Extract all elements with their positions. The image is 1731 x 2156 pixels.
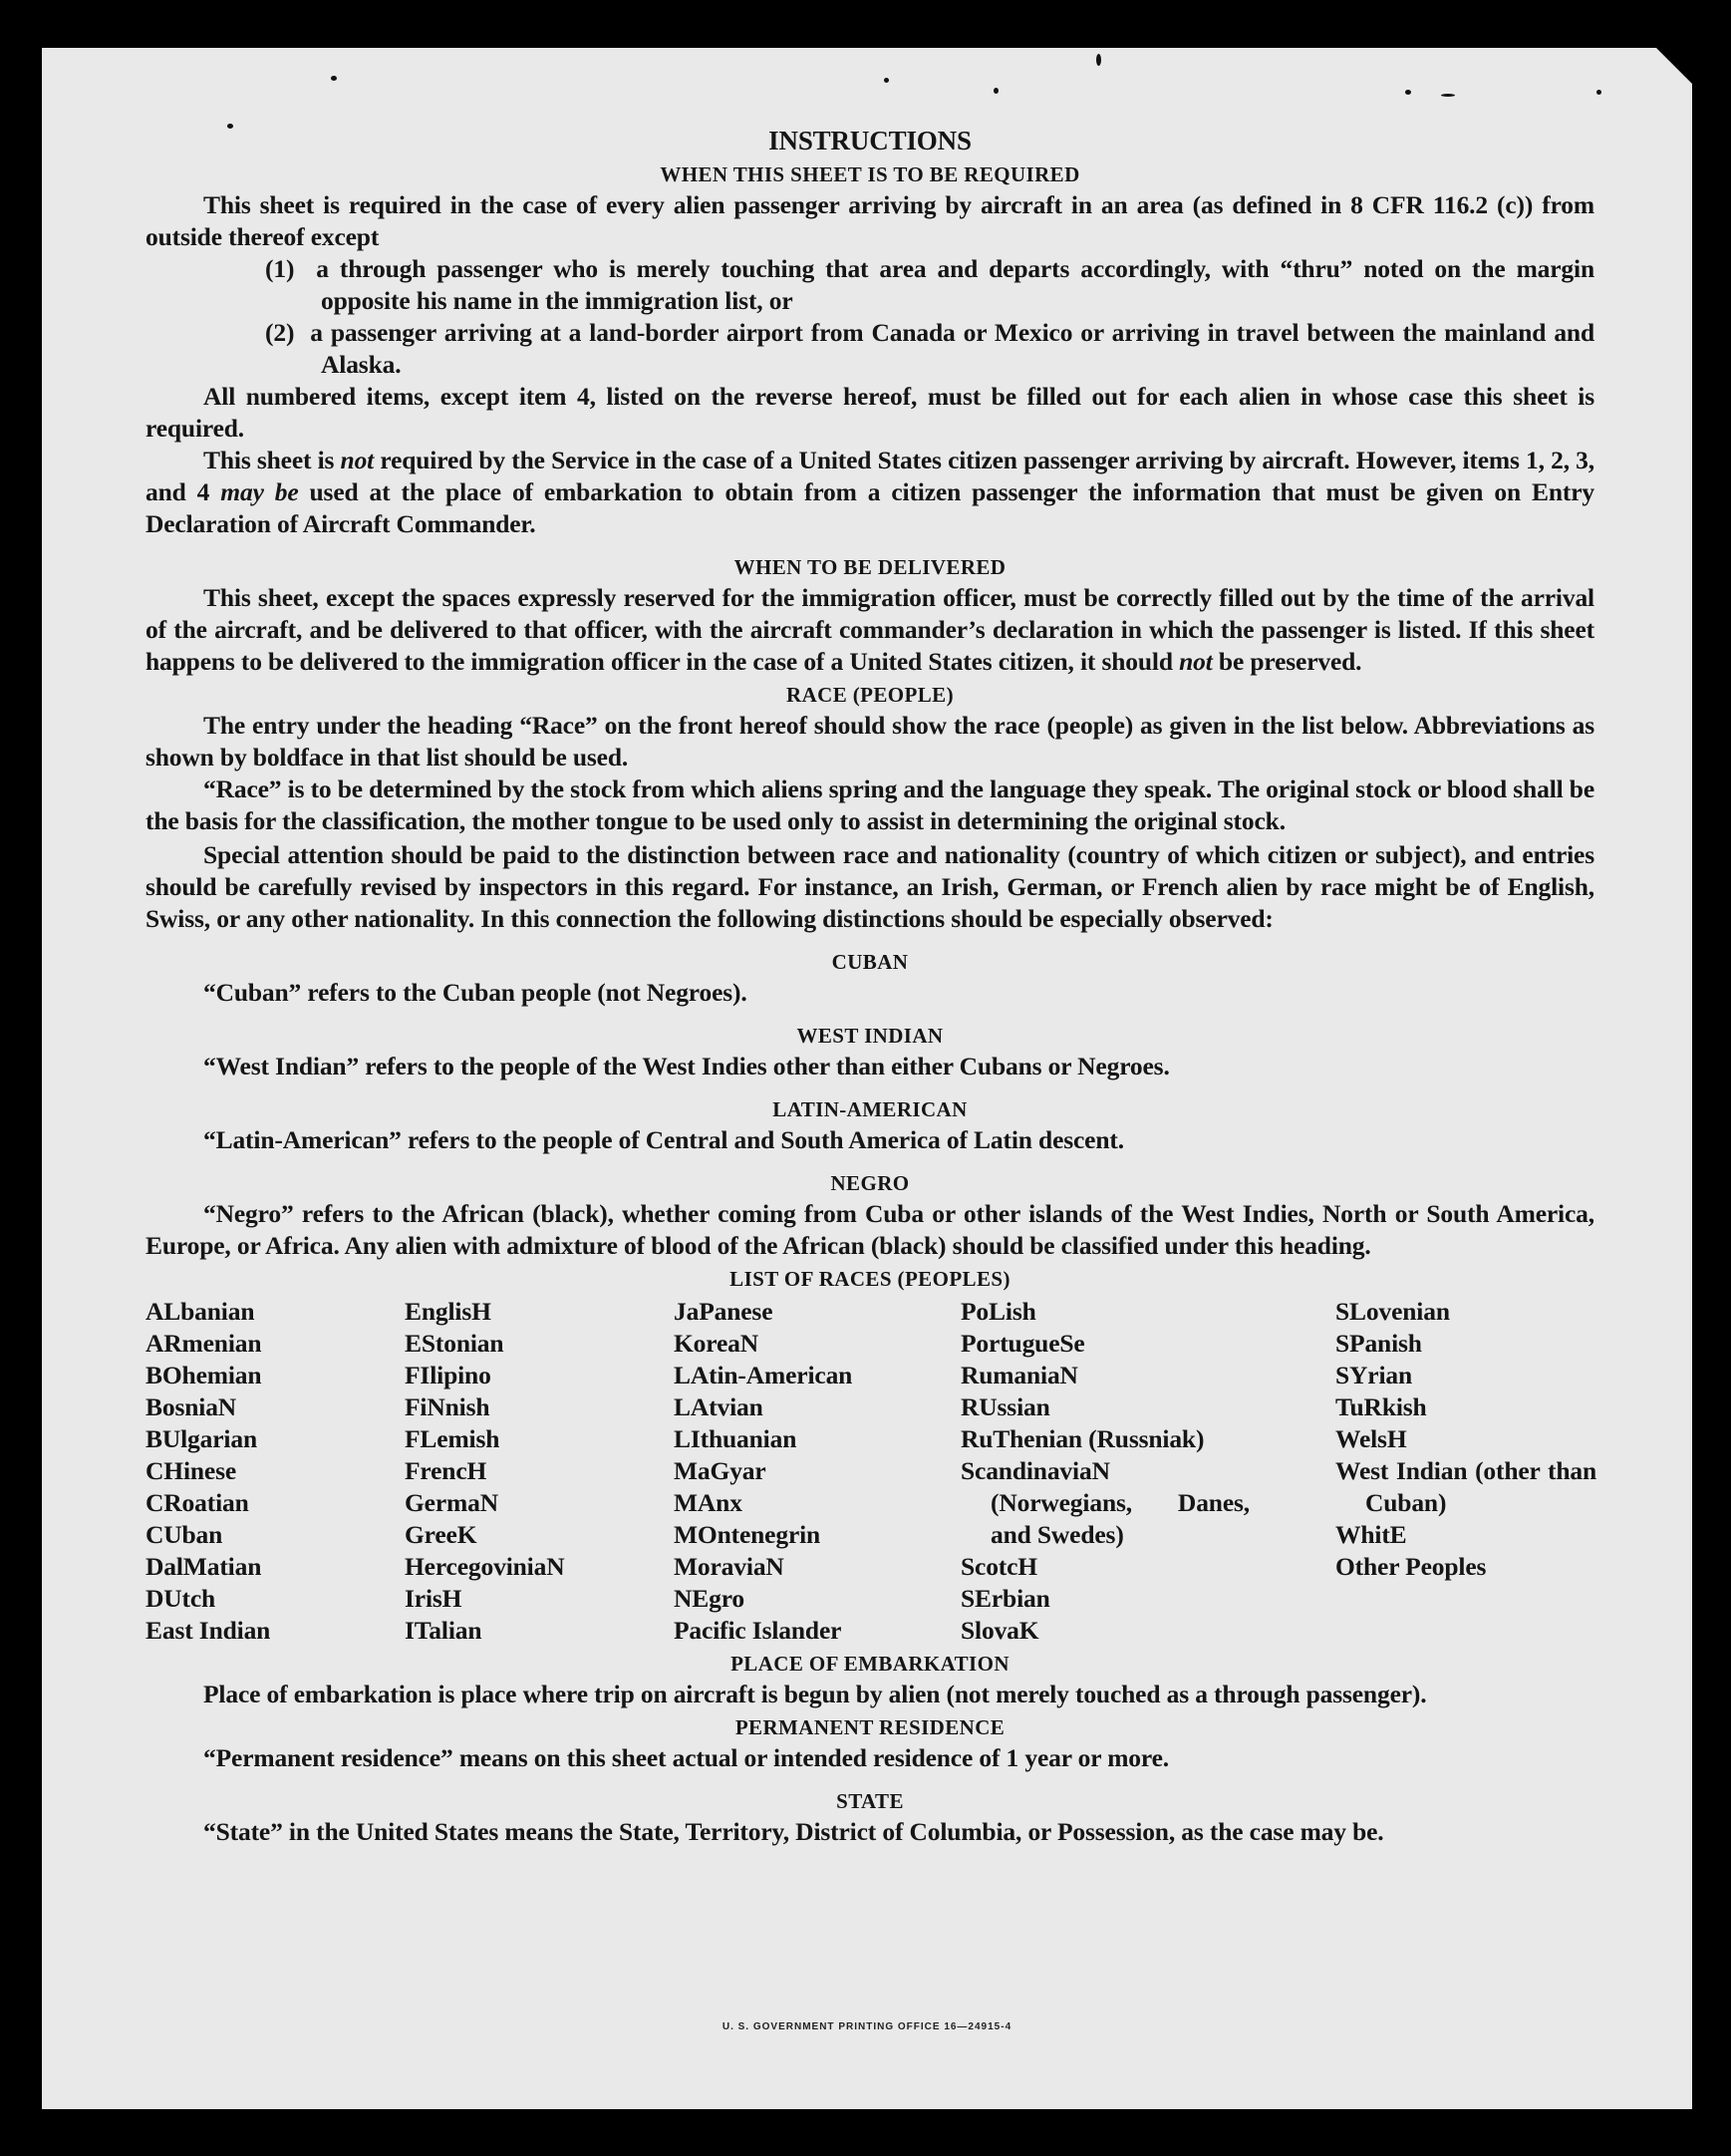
section-heading-race: RACE (PEOPLE) — [786, 683, 954, 707]
paragraph: Place of embarkation is place where trip on aircraft is begun by alien (not merely touched as a through passenger). — [203, 1680, 1427, 1708]
list-item: MAnx — [674, 1488, 742, 1517]
list-item: MoraviaN — [674, 1552, 784, 1581]
list-item: EStonian — [405, 1329, 504, 1358]
list-item: TuRkish — [1335, 1392, 1427, 1421]
list-item: LIthuanian — [674, 1424, 797, 1453]
scan-speck — [884, 78, 889, 83]
list-item: RuThenian (Russniak) — [961, 1424, 1205, 1453]
list-item: ALbanian — [145, 1297, 255, 1326]
instructions-body — [145, 124, 1594, 1848]
list-item: MOntenegrin — [674, 1520, 821, 1549]
race-column-1 — [145, 1296, 385, 1647]
section-heading-list-of-races: LIST OF RACES (PEOPLES) — [729, 1267, 1010, 1291]
list-item: (1) a through passenger who is merely touching that area and departs accordingly, with “thru” noted on the margin opposite his name in the immigration list, or — [265, 254, 1594, 315]
folded-corner — [1656, 48, 1692, 84]
list-item: PortugueSe — [961, 1329, 1085, 1358]
paragraph: “Permanent residence” means on this sheet actual or intended residence of 1 year or more. — [203, 1743, 1169, 1772]
list-item: ARmenian — [145, 1329, 262, 1358]
list-item: FIlipino — [405, 1361, 491, 1389]
section-heading-cuban: CUBAN — [831, 950, 909, 974]
list-item: DUtch — [145, 1584, 216, 1613]
list-item: CRoatian — [145, 1488, 249, 1517]
paragraph: This sheet, except the spaces expressly reserved for the immigration officer, must be correctly filled out by the time of the arrival of the aircraft, and be delivered to that officer, with the aircraft commander’s declaration in which the passenger is listed. If this sheet happens to be delivered to the immigration officer in the case of a United States citizen, it should not be preserved. — [145, 583, 1594, 676]
race-column-3 — [674, 1296, 943, 1647]
list-item: SPanish — [1335, 1329, 1422, 1358]
section-heading-delivered: WHEN TO BE DELIVERED — [733, 555, 1007, 579]
list-item: FrencH — [405, 1456, 487, 1485]
paragraph: “State” in the United States means the State, Territory, District of Columbia, or Possession, as the case may be. — [203, 1817, 1384, 1846]
list-item: ScandinaviaN (Norwegians, Danes, and Swedes) — [961, 1456, 1250, 1549]
list-item: MaGyar — [674, 1456, 766, 1485]
page-title: INSTRUCTIONS — [768, 126, 972, 155]
list-item: (2) a passenger arriving at a land-border airport from Canada or Mexico or arriving in travel between the mainland and Alaska. — [265, 318, 1594, 379]
list-item: WelsH — [1335, 1424, 1407, 1453]
paragraph: “West Indian” refers to the people of the West Indies other than either Cubans or Negroes. — [203, 1052, 1170, 1080]
list-item: NEgro — [674, 1584, 745, 1613]
list-item: SYrian — [1335, 1361, 1413, 1389]
section-heading-required: WHEN THIS SHEET IS TO BE REQUIRED — [660, 162, 1080, 186]
section-heading-west-indian: WEST INDIAN — [796, 1024, 944, 1048]
list-item: ScotcH — [961, 1552, 1037, 1581]
paragraph: “Cuban” refers to the Cuban people (not Negroes). — [203, 978, 747, 1007]
list-item: HercegoviniaN — [405, 1552, 565, 1581]
scan-speck — [331, 76, 337, 81]
list-item: Other Peoples — [1335, 1552, 1487, 1581]
list-item: SLovenian — [1335, 1297, 1450, 1326]
scan-speck — [1096, 54, 1101, 66]
list-item: CUban — [145, 1520, 223, 1549]
race-column-2 — [405, 1296, 664, 1647]
list-item: East Indian — [145, 1616, 271, 1645]
list-item: EnglisH — [405, 1297, 491, 1326]
list-item: LAtin-American — [674, 1361, 853, 1389]
list-item: FiNnish — [405, 1392, 490, 1421]
list-item: BOhemian — [145, 1361, 262, 1389]
list-item: LAtvian — [674, 1392, 763, 1421]
section-heading-negro: NEGRO — [830, 1171, 910, 1195]
section-heading-state: STATE — [836, 1789, 904, 1813]
scan-speck — [1441, 94, 1455, 97]
list-item: RUssian — [961, 1392, 1050, 1421]
document-page — [42, 48, 1692, 2109]
list-item: Pacific Islander — [674, 1616, 842, 1645]
list-item: GermaN — [405, 1488, 498, 1517]
section-heading-latin-american: LATIN-AMERICAN — [772, 1097, 968, 1121]
section-heading-residence: PERMANENT RESIDENCE — [734, 1715, 1006, 1739]
list-item: BUlgarian — [145, 1424, 257, 1453]
list-item: PoLish — [961, 1297, 1036, 1326]
scan-speck — [1405, 90, 1411, 95]
paragraph: Special attention should be paid to the distinction between race and nationality (country of which citizen or subject), and entries should be carefully revised by inspectors in this regard. For instance, an Irish, German, or French alien by race might be of English, Swiss, or any other nationality. In this connection the following distinctions should be especially observed: — [145, 840, 1594, 933]
scan-speck — [1596, 90, 1601, 95]
list-item: RumaniaN — [961, 1361, 1078, 1389]
race-column-4 — [961, 1296, 1260, 1647]
list-item: West Indian (other than Cuban) — [1335, 1456, 1596, 1517]
list-item: SlovaK — [961, 1616, 1039, 1645]
list-item: ITalian — [405, 1616, 482, 1645]
paragraph: “Race” is to be determined by the stock from which aliens spring and the language they speak. The original stock or blood shall be the basis for the classification, the mother tongue to be used only to assist in determining the original stock. — [145, 774, 1594, 835]
paragraph: This sheet is not required by the Service in the case of a United States citizen passenger arriving by aircraft. However, items 1, 2, 3, and 4 may be used at the place of embarkation to obtain from a citizen passenger the information that must be given on Entry Declaration of Aircraft Commander. — [145, 446, 1594, 538]
list-item: GreeK — [405, 1520, 477, 1549]
list-item: WhitE — [1335, 1520, 1407, 1549]
paragraph: All numbered items, except item 4, listed on the reverse hereof, must be filled out for each alien in whose case this sheet is required. — [145, 382, 1594, 443]
list-item: DalMatian — [145, 1552, 262, 1581]
paragraph: This sheet is required in the case of every alien passenger arriving by aircraft in an area (as defined in 8 CFR 116.2 (c)) from outside thereof except — [145, 190, 1594, 251]
printer-imprint: U. S. GOVERNMENT PRINTING OFFICE 16—24915-4 — [721, 2021, 1012, 2032]
race-list — [145, 1296, 1594, 1647]
race-column-5 — [1335, 1296, 1596, 1583]
paragraph: The entry under the heading “Race” on the front hereof should show the race (people) as given in the list below. Abbreviations as shown by boldface in that list should be used. — [145, 711, 1594, 771]
list-item: JaPanese — [674, 1297, 773, 1326]
section-heading-embarkation: PLACE OF EMBARKATION — [730, 1652, 1010, 1676]
paragraph: “Latin-American” refers to the people of Central and South America of Latin descent. — [203, 1125, 1124, 1154]
paragraph: “Negro” refers to the African (black), whether coming from Cuba or other islands of the West Indies, North or South America, Europe, or Africa. Any alien with admixture of blood of the African (black) should be classified under this heading. — [145, 1199, 1594, 1260]
list-item: SErbian — [961, 1584, 1050, 1613]
list-item: FLemish — [405, 1424, 500, 1453]
scan-speck — [994, 88, 999, 94]
list-item: BosniaN — [145, 1392, 237, 1421]
list-item: IrisH — [405, 1584, 462, 1613]
list-item: CHinese — [145, 1456, 237, 1485]
list-item: KoreaN — [674, 1329, 759, 1358]
